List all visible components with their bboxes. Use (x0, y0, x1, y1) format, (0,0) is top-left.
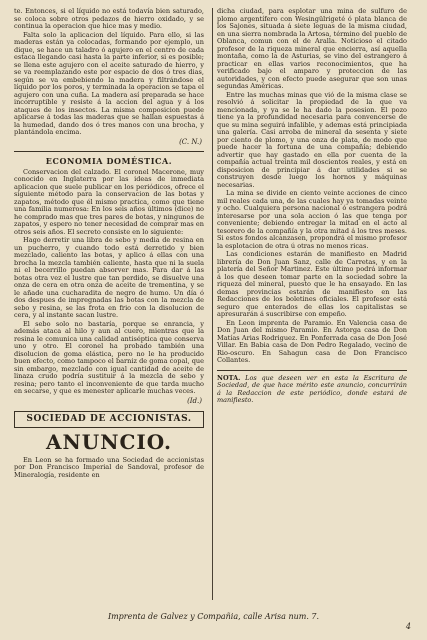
paragraph: Conservacion del calzado. El coronel Macerone, muy conocido en Inglaterra por las ideas de inmediata aplicacion que suele publicar en los periódicos, ofrece el siguiente método para la conservacion de las botas y zapatos, método que él mismo practica, como que tiene una familia numerosa: En los seis años últimos (dice) no he comprado mas que tres pares de botas, y ningunos de zapatos, y espero no tener necesidad de comprar mas en otros seis años. El secreto consiste en lo siguiente: (14, 167, 204, 236)
paragraph: En Leon imprenta de Paramio. En Valencia casa de Don Juan del mismo Paramio. En Astorga casa de Don Matías Arias Rodriguez. En Ponferrada casa de Don José Villar. En Babia casa de Don Pedro Regalado, vecino de Rio-oscuro. En Sahagun casa de Don Francisco Collantes. (217, 318, 407, 364)
anuncio-title: ANUNCIO. (45, 429, 172, 454)
printer-imprint: Imprenta de Galvez y Compañia, calle Arisa num. 7. (107, 612, 320, 621)
section-heading-economia: ECONOMIA DOMÉSTICA. (45, 155, 173, 166)
paragraph: Las condiciones estarán de manifiesto en Madrid librería de Don Juan Sanz, calle de Carretas, y en la platería del Señor Martinez. Este último podrá informar á los que deseen tomar parte en la sociedad sobre la riqueza del mineral, puesto que le ha ensayado. En las demas provincias estarán de manifiesto en las Redacciones de los boletines oficiales. El profesor está seguro que enterados de ellas los capitalistas se apresurarán á suscribirse con empeño. (217, 250, 407, 318)
paragraph: Falta solo la aplicacion del líquido. Para ello, si las maderas están ya colocadas, formando por ejemplo, un dique, se hace un taladro ó agujero en el centro de cada estaca llegando casi hasta la parte inferior, si es posible; se llena este agujero con el aceite saturado de hierro, y se va reemplazando este por espacio de dos ó tres dias, según se va embebiendo la madera y filtrándose el líquido por los poros, y terminada la operacion se tapa el agujero con una cuña. La madera así preparada se hace incorruptible y resiste á la accion del agua y á los ataques de los insectos. La misma composicion puede aplicarse á todas las maderas que se hallan espuestas á la humedad, dando dos ó tres manos con una brocha, y plantándola encima. (14, 30, 204, 136)
nota-label: NOTA. (217, 373, 241, 382)
nota-text: Los que deseen ver en esta la Escritura de Sociedad, de que hace mérito este anuncio, concurrirán á la Redaccion de este periódico, donde estará de manifiesto. (217, 373, 407, 404)
right-column (217, 8, 407, 405)
section-heading-sociedad: SOCIEDAD DE ACCIONISTAS. (26, 413, 192, 424)
section-divider (14, 151, 204, 152)
paragraph: El sebo solo no bastaría, porque se enrancia, y además ataca al hilo y aun al cuero, mientras que la resina le comunica una calidad antiséptica que conserva uno y otro. El coronel ha probado también una disolucion de goma elástica, pero no le ha producido buen efecto, como tampoco el barniz de goma copal, que sin embargo, mezclado con igual cantidad de aceite de linaza crudo podría sustituir á la mezcla de sebo y resina; pero tanto el inconveniente de que tarda mucho en secarse, y que es menester aplicarle muchas veces. (14, 319, 204, 395)
paragraph: La mina se divide en ciento veinte acciones de cinco mil reales cada una, de las cuales hay ya tomadas veinte y ocho. Cualquiera persona nacional ó estrangera podrá interesarse por una sola accion ó las que tenga por conveniente; debiendo entregar la mitad en el acto al tesorero de la compañía y la otra mitad á los tres meses. Si estos fondos alcanzasen, propondrá el mismo profesor la esplotacion de otra ú otras no menos ricas. (217, 189, 407, 250)
left-column (14, 8, 204, 480)
paragraph: Entre las muchas minas que vió de la misma clase se resolvió á solicitar la propiedad de la que va mencionada, y ya se le ha dado la posesion. El pozo tiene ya la profundidad necesaria para convencerse de que su mina seguirá infalible, y ademas está principiada una galería. Casi arroba de mineral da sesenta y siete por ciento de plomo, y una onza de plata, de modo que puede hacer la fortuna de una compañía; debiendo advertir que hay gastado en ella por cuenta de la compañía actual treinta mil doscientos reales, y está en disposicion de principiar á dar utilidades si se construyen desde luego los hornos y máquinas necesarias. (217, 90, 407, 189)
page-number: 4 (405, 622, 411, 631)
paragraph: Hago derretir una libra de sebo y media de resina en un pucherro, y cuando todo está derretido y bien mezclado, caliento las botas, y aplico á ellas con una brocha la mezcla también caliente, hasta que ni la suela ni el becerrillo puedan absorver mas. Para dar á las botas otra vez el lustre que tan perdido, se disuelve una onza de cera en otra onza de aceite de trementina, y se le añade una cucharadita de negro de humo. Un día ó dos despues de impregnadas las botas con la mezcla de sebo y resina, se las frota en frio con la disolucion de cera, y al instante sacan lustre. (14, 236, 204, 319)
signature: (C. N.) (179, 137, 202, 146)
section-divider (217, 370, 407, 371)
signature: (Id.) (187, 396, 202, 405)
paragraph: dicha ciudad, para esplotar una mina de sulfuro de plomo argentífero con Wesingülrigeté ó plata blanca de los Sajones, situada á siete leguas de la misma ciudad, en una sierra nombrada la Artosa, término del pueblo de Oblanca, comun con el de Aralla. Noticioso el citado profesor de la riqueza mineral que encierra, así aquella montaña, como la de Asturias, se vino del estrangero á practicar en ellas varios reconocimientos, que ha verificado bajo el amparo y proteccion de las autoridades, y con efecto puede asegurar que son unas segundas Américas. (217, 7, 407, 90)
paragraph: En Leon se ha formado una Sociedad de accionistas por Don Francisco Imperial de Sandoval, profesor de Mineralogía, residente en (14, 455, 204, 479)
paragraph: te. Entonces, si el líquido no está todavía bien saturado, se coloca sobre otros pedazos de hierro oxidado, y se continua la operacion que hice mas y medio. (14, 7, 204, 30)
column-divider (212, 8, 213, 600)
nota-paragraph (217, 375, 407, 405)
sociedad-title-box (14, 411, 204, 428)
